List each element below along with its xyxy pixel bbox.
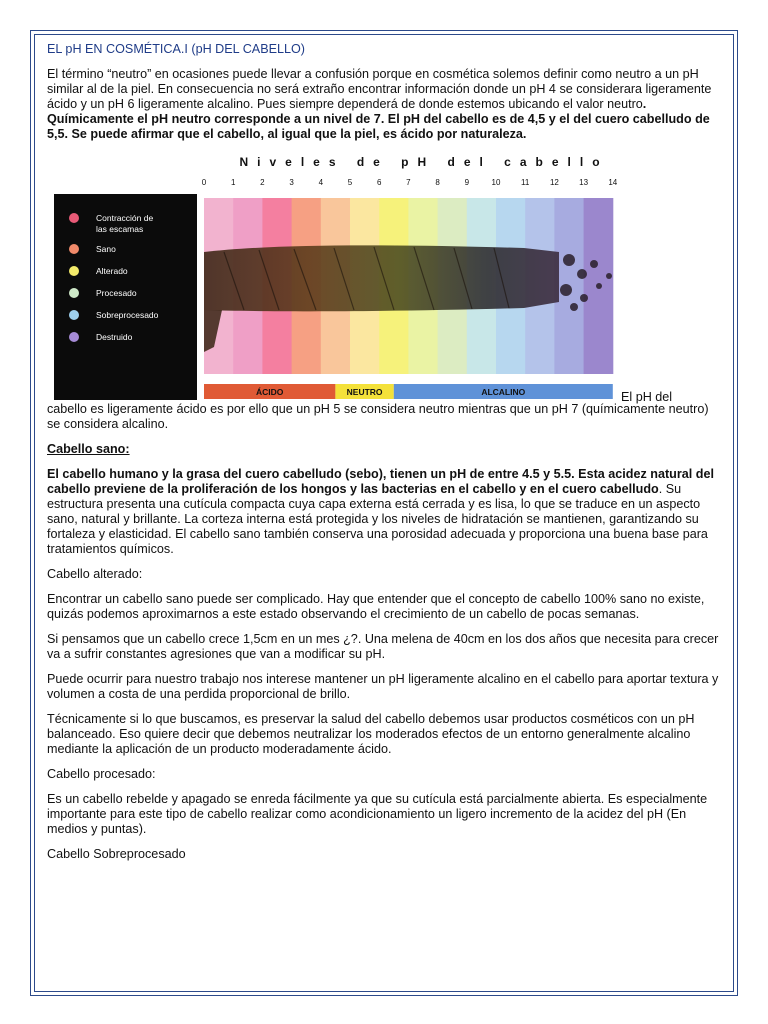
sano-bold-text: El cabello humano y la grasa del cuero cabelludo (sebo), tienen un pH de entre 4.5 y 5.5. Esta acidez natural del cabello previene de la proliferación de los hongos y las bacterias en el cabello y en el cuero cabelludo — [47, 467, 714, 496]
legend-label: Destruido — [96, 332, 133, 342]
ph-tick-label: 1 — [230, 178, 236, 187]
legend-label: Alterado — [96, 266, 128, 276]
ph-tick-label: 8 — [435, 178, 440, 187]
ph-range-label: ÁCIDO — [256, 387, 284, 397]
ph-tick-label: 5 — [347, 178, 353, 187]
ph-tick-label: 7 — [406, 178, 411, 187]
legend-swatch — [69, 310, 79, 320]
legend-swatch — [69, 288, 79, 298]
ph-figure — [47, 152, 719, 402]
paragraph-alterado-4: Técnicamente si lo que buscamos, es preservar la salud del cabello debemos usar productos cosméticos con un pH balanceado. Eso quiere decir que debemos neutralizar los moderados efectos de un entorno generalmente alcalino mediante la aplicación de un producto moderadamente ácido. — [47, 712, 695, 756]
ph-chart — [54, 152, 634, 400]
ph-tick-label: 9 — [464, 178, 470, 187]
paragraph-procesado-1: Es un cabello rebelde y apagado se enreda fácilmente ya que su cutícula está parcialmente abierta. Es especialmente importante para este tipo de cabello realizar como acondicionamiento un ligero incremento de la acidez del pH (En medios y puntas). — [47, 792, 708, 836]
intro-text: El término “neutro” en ocasiones puede llevar a confusión porque en cosmética solemos definir como neutro a un pH similar al de la piel. En consecuencia no será extraño encontrar información donde un pH 4 se considerara ligeramente ácido y un pH 6 ligeramente alcalino. Pues siempre dependerá de donde estemos ubicando el valor neutro — [47, 67, 712, 111]
ph-tick-label: 4 — [318, 178, 324, 187]
legend-label: las escamas — [96, 224, 144, 234]
ph-tick-label: 3 — [289, 178, 294, 187]
legend-label: Procesado — [96, 288, 137, 298]
legend-label: Sobreprocesado — [96, 310, 159, 320]
paragraph-alterado-3: Puede ocurrir para nuestro trabajo nos interese mantener un pH ligeramente alcalino en el cabello para aportar textura y volumen a costa de una perdida proporcional de brillo. — [47, 672, 719, 701]
legend-swatch — [69, 266, 79, 276]
ph-tick-label: 10 — [491, 178, 501, 187]
intro-paragraph — [47, 67, 719, 142]
heading-cabello-procesado: Cabello procesado: — [47, 767, 156, 781]
document-title: EL pH EN COSMÉTICA.I (pH DEL CABELLO) — [47, 42, 306, 56]
ph-range-label: ALCALINO — [481, 387, 526, 397]
figure-inline-caption: El pH del — [621, 390, 673, 404]
legend-label: Sano — [96, 244, 116, 254]
ph-tick-label: 13 — [579, 178, 589, 187]
ph-tick-label: 6 — [376, 178, 382, 187]
paragraph-cabello-sano — [47, 467, 719, 557]
heading-cabello-alterado: Cabello alterado: — [47, 567, 143, 581]
ph-tick-label: 11 — [521, 178, 530, 187]
ph-tick-label: 12 — [549, 178, 559, 187]
paragraph-alterado-1: Encontrar un cabello sano puede ser complicado. Hay que entender que el concepto de cabello 100% sano no existe, quizás podemos aproximarnos a este estado observando el crecimiento de un cabello de pocas semanas. — [47, 592, 705, 621]
ph-tick-label: 0 — [201, 178, 207, 187]
paragraph-alterado-2: Si pensamos que un cabello crece 1,5cm en un mes ¿?. Una melena de 40cm en los dos años que necesita para crecer va a sufrir constantes agresiones que van a modificar su pH. — [47, 632, 719, 661]
intro-bold-text: . Químicamente el pH neutro corresponde a un nivel de 7. El pH del cabello es de 4,5 y el del cuero cabelludo de 5,5. Se puede afirmar que el cabello, al igual que la piel, es ácido por naturaleza. — [47, 97, 710, 141]
legend-swatch — [69, 244, 79, 254]
document-body — [47, 42, 719, 872]
figure-followup-paragraph: cabello es ligeramente ácido es por ello que un pH 5 se considera neutro mientras que un pH 7 (químicamente neutro) se considera alcalino. — [47, 402, 709, 431]
ph-tick-label: 2 — [260, 178, 265, 187]
chart-title: Niveles de pH del cabello — [239, 155, 609, 169]
heading-cabello-sobreprocesado: Cabello Sobreprocesado — [47, 847, 186, 861]
legend-label: Contracción de — [96, 213, 154, 223]
legend-swatch — [69, 213, 79, 223]
sano-text: . Su estructura presenta una cutícula compacta cuya capa externa está cerrada y es lisa, lo que se traduce en un aspecto sano, natural y brillante. La corteza interna está protegida y los niveles de hidratación se mantienen, garantizando su fortaleza y elasticidad. El cabello sano también conserva una porosidad adecuada y proporciona una buena base para tratamientos químicos. — [47, 482, 708, 556]
heading-cabello-sano: Cabello sano: — [47, 442, 130, 456]
ph-tick-label: 14 — [608, 178, 618, 187]
ph-range-label: NEUTRO — [346, 387, 383, 397]
legend-swatch — [69, 332, 79, 342]
